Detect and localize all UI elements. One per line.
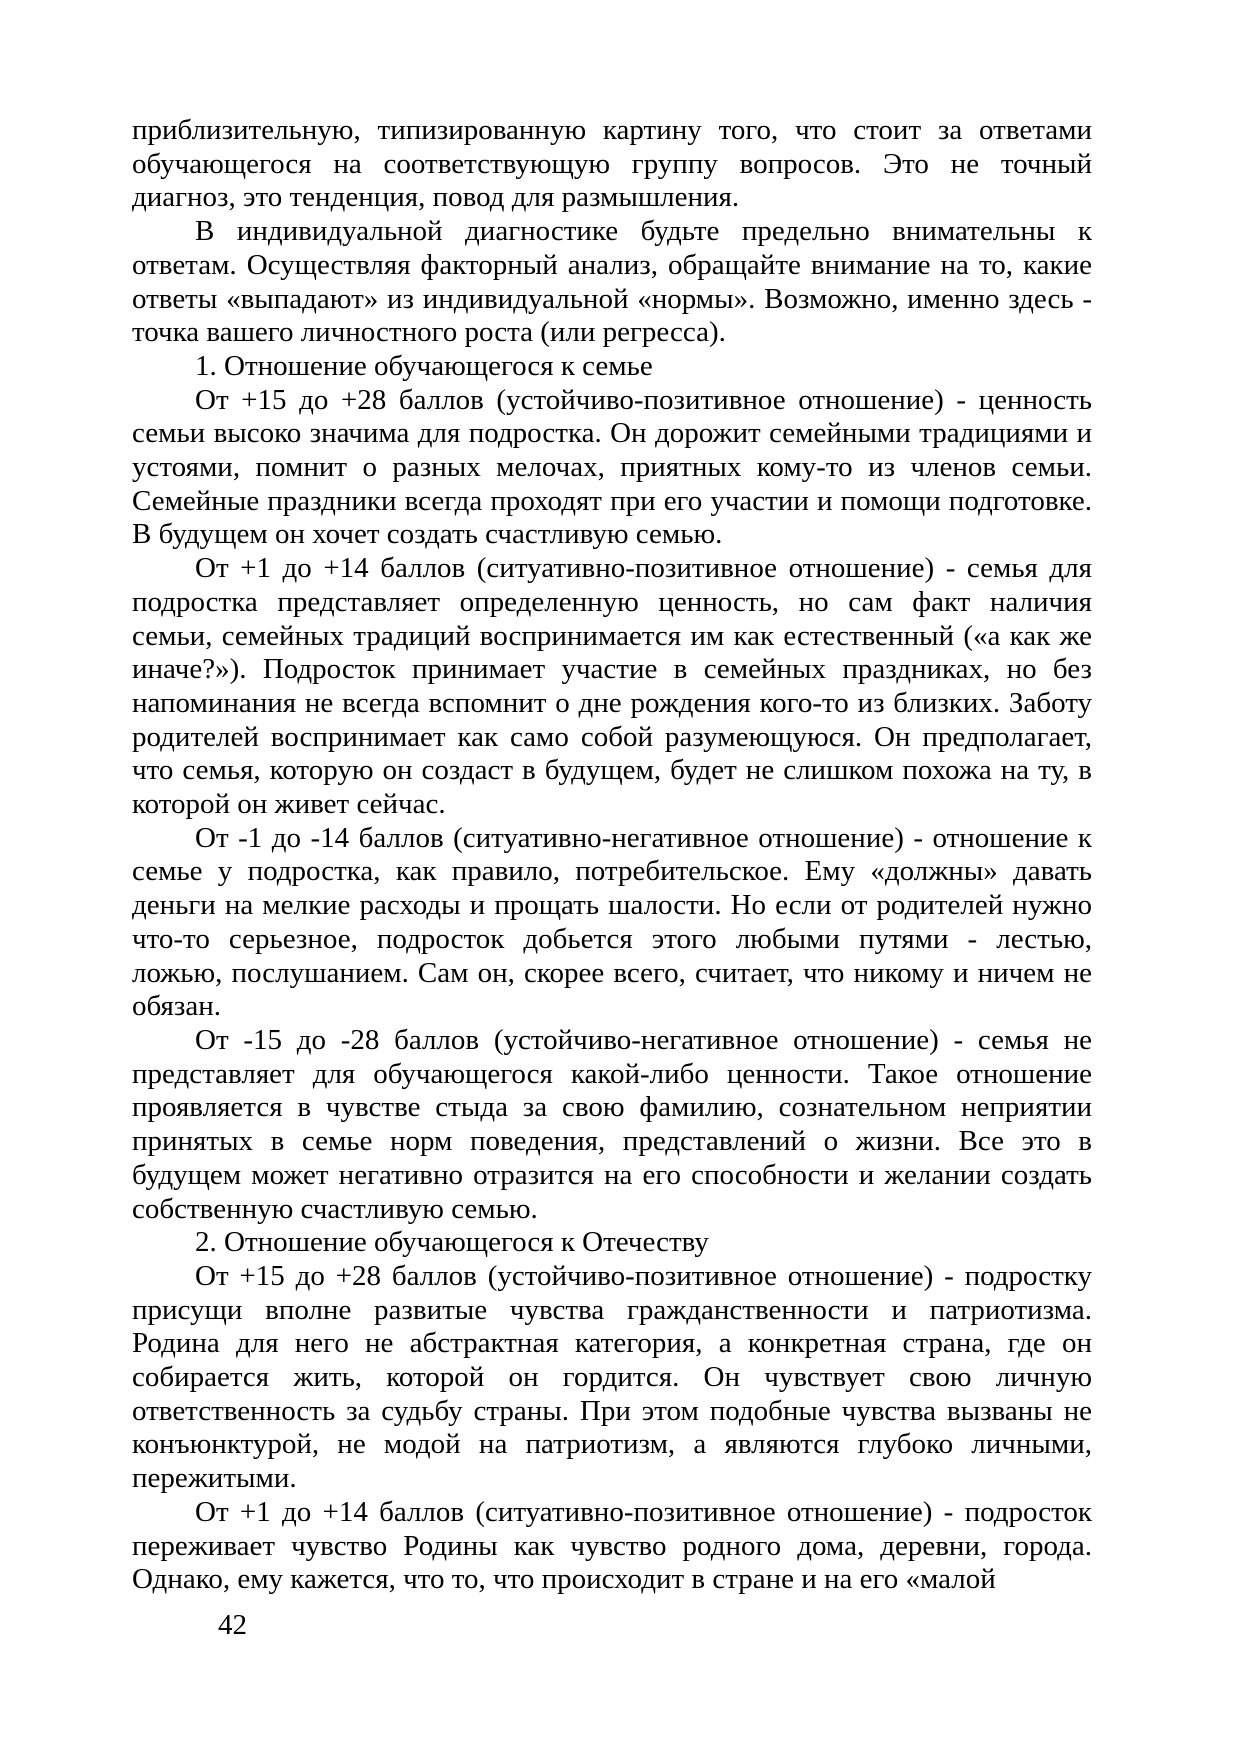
paragraph: приблизительную, типизированную картину того, что стоит за ответами обучающегося на соответствующую группу вопросов. Это не точный диагноз, это тенденция, повод для размышления. xyxy=(132,114,1092,214)
paragraph: От +1 до +14 баллов (ситуативно-позитивное отношение) - подросток переживает чувство Родины как чувство родного дома, деревни, города. Однако, ему кажется, что то, что происходит в стране и на его «малой xyxy=(132,1495,1092,1596)
paragraph: От +15 до +28 баллов (устойчиво-позитивное отношение) - подростку присущи вполне развитые чувства гражданственности и патриотизма. Родина для него не абстрактная категория, а конкретная страна, где он собирается жить, которой он гордится. Он чувствует свою личную ответственность за судьбу страны. При этом подобные чувства вызваны не конъюнктурой, не модой на патриотизм, а являются глубоко личными, пережитыми. xyxy=(132,1259,1092,1495)
body-text xyxy=(132,114,1092,1597)
paragraph: 2. Отношение обучающегося к Отечеству xyxy=(195,1226,709,1259)
paragraph: От +15 до +28 баллов (устойчиво-позитивное отношение) - ценность семьи высоко значима для подростка. Он дорожит семейными традициями и устоями, помнит о разных мелочах, приятных кому-то из членов семьи. Семейные праздники всегда проходят при его участии и помощи подготовке. В будущем он хочет создать счастливую семью. xyxy=(132,383,1092,551)
paragraph: От +1 до +14 баллов (ситуативно-позитивное отношение) - семья для подростка представляет определенную ценность, но сам факт наличия семьи, семейных традиций воспринимается им как естественный («а как же иначе?»). Подросток принимает участие в семейных праздниках, но без напоминания не всегда вспомнит о дне рождения кого-то из близких. Заботу родителей воспринимает как само собой разумеющуюся. Он предполагает, что семья, которую он создаст в будущем, будет не слишком похожа на ту, в которой он живет сейчас. xyxy=(132,552,1092,821)
paragraph: От -15 до -28 баллов (устойчиво-негативное отношение) - семья не представляет для обучающегося какой-либо ценности. Такое отношение проявляется в чувстве стыда за свою фамилию, сознательном неприятии принятых в семье норм поведения, представлений о жизни. Все это в будущем может негативно отразится на его способности и желании создать собственную счастливую семью. xyxy=(132,1023,1092,1225)
paragraph: 1. Отношение обучающегося к семье xyxy=(195,349,653,382)
paragraph: В индивидуальной диагностике будьте предельно внимательны к ответам. Осуществляя факторный анализ, обращайте внимание на то, какие ответы «выпадают» из индивидуальной «нормы». Возможно, именно здесь - точка вашего личностного роста (или регресса). xyxy=(132,215,1092,349)
paragraph: От -1 до -14 баллов (ситуативно-негативное отношение) - отношение к семье у подростка, как правило, потребительское. Ему «должны» давать деньги на мелкие расходы и прощать шалости. Но если от родителей нужно что-то серьезное, подросток добьется этого любыми путями - лестью, ложью, послушанием. Сам он, скорее всего, считает, что никому и ничем не обязан. xyxy=(132,821,1092,1023)
page-number: 42 xyxy=(218,1609,247,1641)
